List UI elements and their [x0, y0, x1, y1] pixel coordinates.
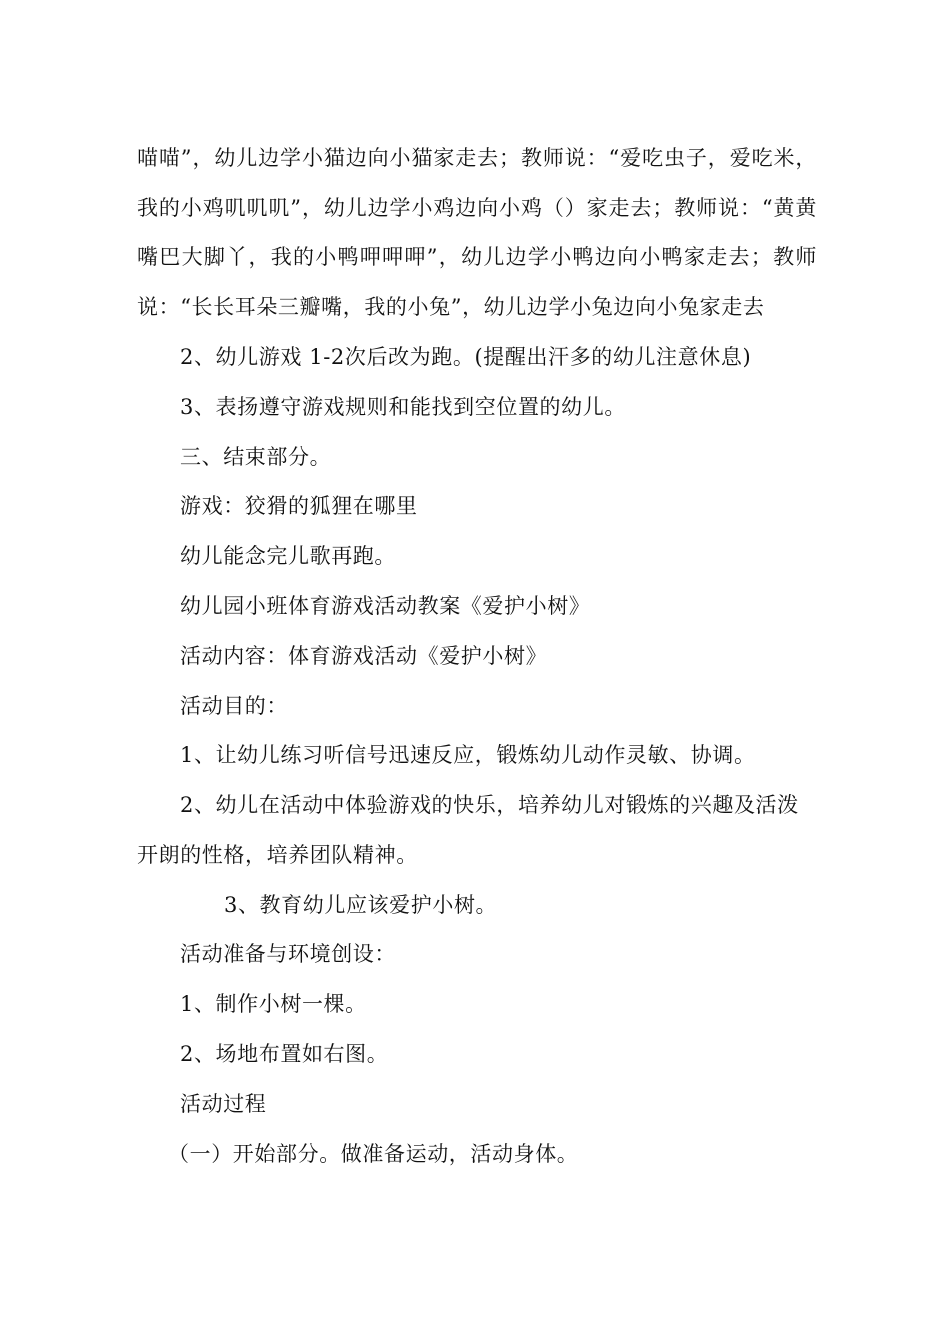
text-line: 活动内容：体育游戏活动《爱护小树》 — [180, 644, 548, 668]
section-heading: 活动过程 — [180, 1092, 267, 1116]
section-heading: 三、结束部分。 — [180, 445, 332, 469]
text-line: 1、制作小树一棵。 — [180, 992, 367, 1016]
text-line: 说：“长长耳朵三瓣嘴，我的小兔”，幼儿边学小兔边向小兔家走去 — [137, 295, 765, 319]
text-line: 开朗的性格，培养团队精神。 — [137, 843, 418, 867]
section-heading: 活动准备与环境创设： — [180, 942, 396, 966]
text-line: 3、表扬遵守游戏规则和能找到空位置的幼儿。 — [180, 395, 626, 419]
text-line: 游戏：狡猾的狐狸在哪里 — [180, 494, 418, 518]
text-line: 2、幼儿游戏 1-2次后改为跑。(提醒出汗多的幼儿注意休息) — [180, 345, 752, 369]
text-line: 幼儿能念完儿歌再跑。 — [180, 544, 396, 568]
text-line: 2、幼儿在活动中体验游戏的快乐，培养幼儿对锻炼的兴趣及活泼 — [180, 793, 799, 817]
document-title: 幼儿园小班体育游戏活动教案《爱护小树》 — [180, 594, 591, 618]
text-line: （一）开始部分。做准备运动，活动身体。 — [168, 1142, 579, 1166]
text-line: 1、让幼儿练习听信号迅速反应，锻炼幼儿动作灵敏、协调。 — [180, 743, 756, 767]
text-line: 嘴巴大脚丫，我的小鸭呷呷呷”，幼儿边学小鸭边向小鸭家走去；教师 — [137, 245, 817, 269]
section-heading: 活动目的： — [180, 694, 288, 718]
text-line: 喵喵”，幼儿边学小猫边向小猫家走去；教师说：“爱吃虫子，爱吃米， — [137, 146, 817, 170]
text-line: 我的小鸡叽叽叽”，幼儿边学小鸡边向小鸡（）家走去；教师说：“黄黄 — [137, 196, 817, 220]
text-line: 2、场地布置如右图。 — [180, 1042, 389, 1066]
text-line: 3、教育幼儿应该爱护小树。 — [224, 893, 498, 917]
